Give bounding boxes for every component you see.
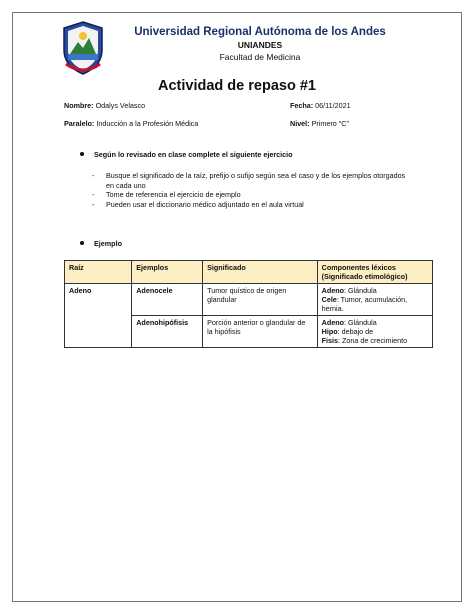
header (110, 26, 410, 62)
example-cell: Adenocele (132, 284, 203, 316)
level-label: Nivel: (290, 119, 310, 128)
component-term: Fisis (321, 336, 339, 345)
document-title: Actividad de repaso #1 (158, 78, 316, 94)
component-meaning: : Glándula (343, 318, 377, 327)
column-header: Raíz (65, 261, 132, 284)
column-header: Ejemplos (132, 261, 203, 284)
component-meaning: : Zona de crecimiento (338, 336, 408, 345)
course-label: Paralelo: (64, 119, 95, 128)
root-cell: Adeno (65, 284, 132, 348)
instructions-list (92, 171, 412, 209)
list-item: - Busque el significado de la raíz, prefijo o sufijo según sea el caso y de los ejemplos otorgados en cada uno (92, 171, 412, 190)
column-header: Componentes léxicos (Significado etimológico) (317, 261, 432, 284)
table-header-row (65, 261, 433, 284)
example-cell: Adenohipófisis (132, 316, 203, 348)
meaning-cell: Tumor quístico de origen glandular (203, 284, 318, 316)
example-table (64, 260, 433, 348)
faculty-name: Facultad de Medicina (219, 52, 301, 62)
name-value: Odalys Velasco (95, 101, 146, 110)
column-header: Significado (203, 261, 318, 284)
instructions-heading (80, 150, 293, 159)
university-crest-icon (60, 20, 106, 76)
university-name: Universidad Regional Autónoma de los Andes (134, 26, 386, 38)
list-item: - Tome de referencia el ejercicio de ejemplo (92, 190, 241, 200)
table-row (65, 284, 433, 316)
component-line (322, 327, 428, 336)
bullet-icon (80, 241, 84, 245)
component-line (322, 336, 428, 345)
date-label: Fecha: (290, 101, 314, 110)
date-field (290, 101, 351, 110)
course-value: Inducción a la Profesión Médica (96, 119, 199, 128)
component-term: Adeno (321, 286, 344, 295)
bullet-icon (80, 152, 84, 156)
list-item-text: Pueden usar el diccionario médico adjuntado en el aula virtual (106, 199, 304, 209)
component-meaning: : debajo de (337, 327, 374, 336)
component-meaning: : Tumor, acumulación, hernia. (321, 295, 408, 313)
date-value: 06/11/2021 (315, 101, 351, 110)
name-label: Nombre: (64, 101, 94, 110)
component-term: Adeno (321, 318, 344, 327)
list-item: - Pueden usar el diccionario médico adjuntado en el aula virtual (92, 199, 304, 209)
level-value: Primero "C" (311, 119, 350, 128)
course-field (64, 119, 198, 128)
components-cell (317, 316, 432, 348)
component-line (322, 286, 428, 295)
component-term: Cele (321, 295, 337, 304)
university-acronym: UNIANDES (237, 40, 283, 50)
example-heading-text: Ejemplo (94, 239, 122, 248)
component-line (322, 318, 428, 327)
meaning-cell: Porción anterior o glandular de la hipófisis (203, 316, 318, 348)
level-field (290, 119, 349, 128)
list-item-text: Busque el significado de la raíz, prefijo o sufijo según sea el caso y de los ejemplos otorgados en cada uno (106, 171, 406, 190)
component-term: Hipo (321, 327, 338, 336)
component-line (322, 295, 428, 313)
component-meaning: : Glándula (343, 286, 377, 295)
name-field (64, 101, 145, 110)
example-heading (80, 239, 122, 248)
components-cell (317, 284, 432, 316)
instructions-heading-text: Según lo revisado en clase complete el siguiente ejercicio (94, 150, 293, 159)
list-item-text: Tome de referencia el ejercicio de ejemplo (106, 190, 241, 200)
